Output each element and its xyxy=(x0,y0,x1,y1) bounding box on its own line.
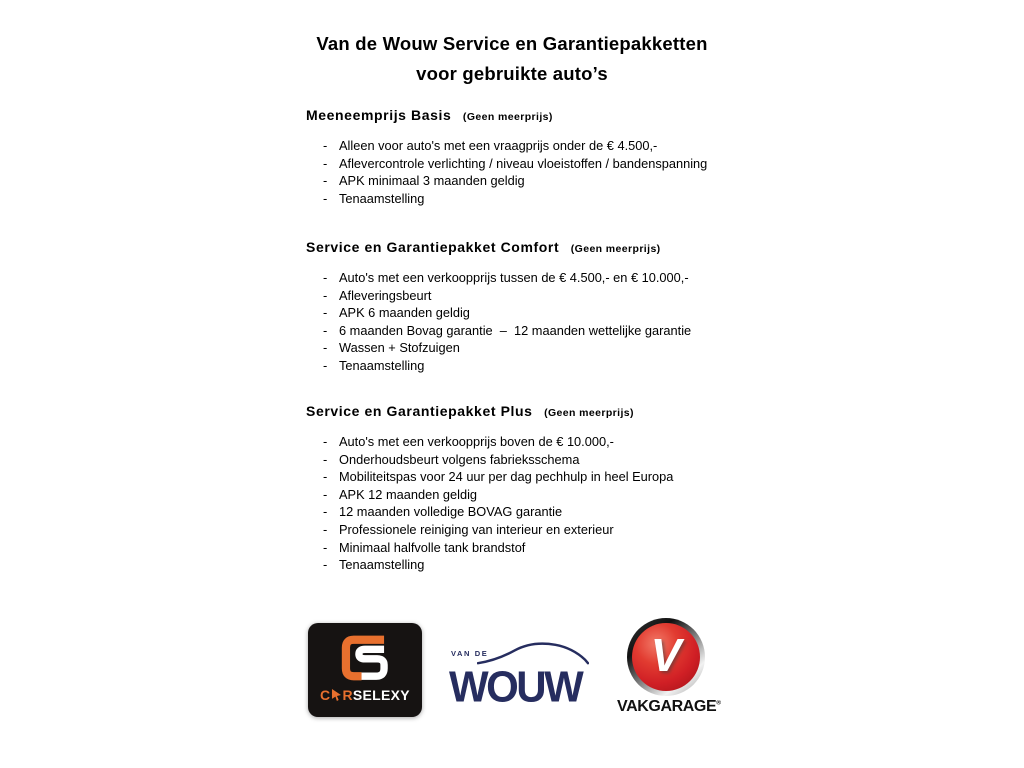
bullet-dash: - xyxy=(323,340,328,356)
page-title xyxy=(0,29,1024,89)
partner-logos-row xyxy=(0,616,1024,728)
list-item-text: Tenaamstelling xyxy=(339,357,425,373)
list-item xyxy=(306,172,826,190)
list-item xyxy=(306,357,826,375)
section-heading-note: (Geen meerprijs) xyxy=(570,243,661,255)
list-item-text: Minimaal halfvolle tank brandstof xyxy=(339,539,526,555)
list-item-text: Wassen + Stofzuigen xyxy=(339,340,460,356)
vakgarage-red-circle xyxy=(632,623,700,691)
vakgarage-wordmark xyxy=(617,698,721,716)
list-item-text: Professionele reiniging van interieur en exterieur xyxy=(339,521,614,537)
vakgarage-logo xyxy=(617,616,721,716)
bullet-dash: - xyxy=(323,521,328,537)
section-heading xyxy=(306,239,826,257)
list-item xyxy=(306,468,826,486)
bullet-dash: - xyxy=(323,357,328,373)
list-item xyxy=(306,503,826,521)
feature-list xyxy=(306,269,826,375)
list-item xyxy=(306,287,826,305)
bullet-dash: - xyxy=(323,451,328,467)
vakgarage-v-letter: V xyxy=(650,629,682,681)
list-item-text: Tenaamstelling xyxy=(339,190,425,206)
cursor-icon xyxy=(331,689,341,701)
section-heading-note: (Geen meerprijs) xyxy=(462,111,553,123)
section-heading-text: Meeneemprijs Basis xyxy=(306,107,452,123)
vakgarage-emblem-icon xyxy=(627,618,705,696)
list-item xyxy=(306,137,826,155)
bullet-dash: - xyxy=(323,486,328,502)
registered-trademark-mark: ® xyxy=(716,699,721,707)
section-meeneemprijs-basis xyxy=(306,107,826,207)
title-line-1: Van de Wouw Service en Garantiepakketten xyxy=(316,33,708,54)
list-item-text: Afleveringsbeurt xyxy=(339,287,432,303)
section-heading xyxy=(306,403,826,421)
bullet-dash: - xyxy=(323,539,328,555)
section-heading-text: Service en Garantiepakket Plus xyxy=(306,403,533,419)
bullet-dash: - xyxy=(323,322,328,338)
bullet-dash: - xyxy=(323,469,328,485)
list-item-text: 6 maanden Bovag garantie – 12 maanden wettelijke garantie xyxy=(339,322,692,338)
list-item-text: Onderhoudsbeurt volgens fabrieksschema xyxy=(339,451,580,467)
carselexy-wordmark xyxy=(308,687,422,703)
list-item-text: Mobiliteitspas voor 24 uur per dag pechhulp in heel Europa xyxy=(339,469,674,485)
list-item xyxy=(306,539,826,557)
list-item xyxy=(306,304,826,322)
bullet-dash: - xyxy=(323,434,328,449)
bullet-dash: - xyxy=(323,190,328,206)
carselexy-wordmark-c: C xyxy=(320,687,331,703)
bullet-dash: - xyxy=(323,173,328,189)
list-item xyxy=(306,339,826,357)
bullet-dash: - xyxy=(323,287,328,303)
list-item xyxy=(306,190,826,208)
wouw-wordmark: WOUW xyxy=(449,662,582,712)
list-item-text: APK minimaal 3 maanden geldig xyxy=(339,173,525,189)
section-heading-note: (Geen meerprijs) xyxy=(544,407,634,419)
van-de-wouw-logo xyxy=(449,643,589,712)
title-line-2: voor gebruikte auto’s xyxy=(416,63,608,84)
list-item-text: Tenaamstelling xyxy=(339,557,425,573)
feature-list xyxy=(306,433,826,574)
carselexy-wordmark-selexy: SELEXY xyxy=(352,687,410,703)
bullet-dash: - xyxy=(323,270,328,285)
list-item-text: Auto's met een verkoopprijs tussen de € 4.500,- en € 10.000,- xyxy=(339,270,689,285)
bullet-dash: - xyxy=(323,138,328,153)
list-item xyxy=(306,155,826,173)
list-item-text: Alleen voor auto's met een vraagprijs onder de € 4.500,- xyxy=(339,138,658,153)
vakgarage-wordmark-text: VAKGARAGE xyxy=(617,698,717,715)
section-garantiepakket-plus xyxy=(306,403,826,574)
section-heading xyxy=(306,107,826,125)
list-item-text: APK 6 maanden geldig xyxy=(339,305,470,321)
list-item-text: APK 12 maanden geldig xyxy=(339,486,478,502)
carselexy-logo xyxy=(308,623,422,717)
carselexy-monogram-icon xyxy=(336,632,394,684)
bullet-dash: - xyxy=(323,557,328,573)
list-item-text: Auto's met een verkoopprijs boven de € 10.000,- xyxy=(339,434,614,449)
list-item xyxy=(306,433,826,451)
list-item xyxy=(306,322,826,340)
list-item xyxy=(306,451,826,469)
list-item xyxy=(306,556,826,574)
bullet-dash: - xyxy=(323,504,328,520)
list-item xyxy=(306,521,826,539)
bullet-dash: - xyxy=(323,155,328,171)
list-item-text: Aflevercontrole verlichting / niveau vloeistoffen / bandenspanning xyxy=(339,155,708,171)
list-item-text: 12 maanden volledige BOVAG garantie xyxy=(339,504,563,520)
section-garantiepakket-comfort xyxy=(306,239,826,375)
list-item xyxy=(306,269,826,287)
list-item xyxy=(306,486,826,504)
van-de-label: VAN DE xyxy=(451,649,489,658)
bullet-dash: - xyxy=(323,305,328,321)
carselexy-wordmark-r: R xyxy=(342,687,353,703)
feature-list xyxy=(306,137,826,207)
section-heading-text: Service en Garantiepakket Comfort xyxy=(306,239,560,255)
